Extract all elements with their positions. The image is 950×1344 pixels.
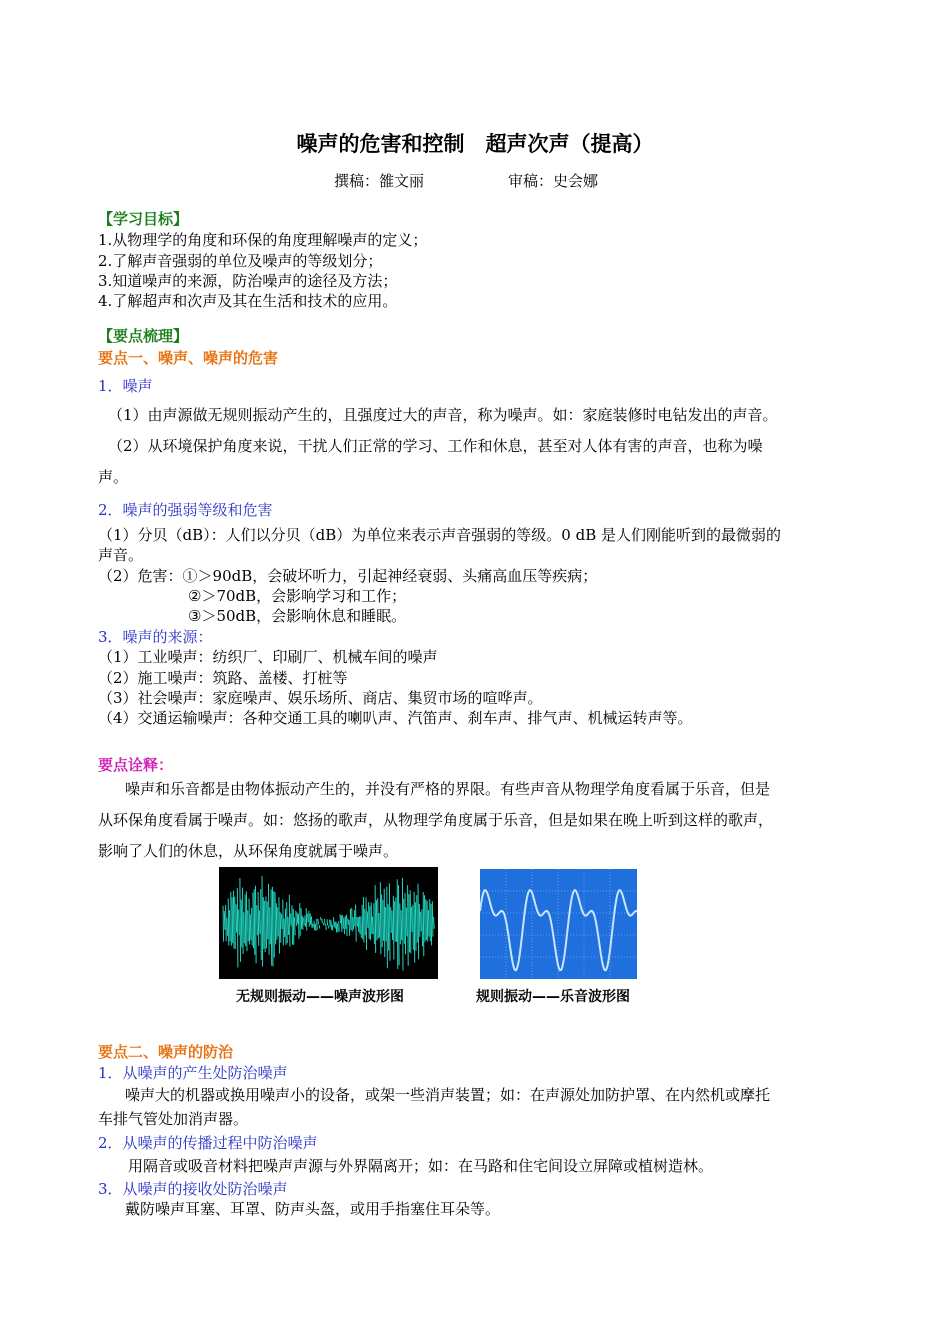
objective-item: 3.知道噪声的来源，防治噪声的途径及方法； (98, 272, 398, 290)
noise-stroke (422, 909, 423, 946)
noise-stroke (302, 916, 303, 930)
noise-stroke (224, 911, 225, 930)
point1-sub2-l4: ③＞50dB，会影响休息和睡眠。 (188, 607, 407, 625)
noise-stroke (252, 908, 253, 946)
page-title: 噪声的危害和控制 超声次声（提高） (296, 132, 654, 156)
noise-stroke (248, 910, 249, 941)
noise-stroke (275, 892, 276, 944)
noise-stroke (261, 889, 262, 960)
noise-stroke (245, 895, 246, 947)
noise-stroke (253, 893, 254, 949)
noise-stroke (379, 913, 380, 938)
noise-stroke (404, 899, 405, 944)
point1-sub1-title: 1．噪声 (98, 377, 153, 395)
point1-sub1-p1: （1）由声源做无规则振动产生的，且强度过大的声音，称为噪声。如：家庭装修时电钻发出的声音。 (108, 406, 778, 424)
noise-stroke (430, 899, 431, 941)
noise-stroke (311, 916, 312, 928)
noise-stroke (265, 901, 266, 952)
noise-stroke (304, 918, 305, 926)
point2-s2-title: 2．从噪声的传播过程中防治噪声 (98, 1134, 318, 1152)
noise-stroke (413, 905, 414, 950)
noise-stroke (352, 908, 353, 932)
noise-stroke (414, 892, 415, 963)
noise-stroke (409, 894, 410, 952)
noise-stroke (284, 919, 285, 937)
noise-stroke (373, 917, 374, 935)
noise-stroke (415, 902, 416, 951)
noise-stroke (395, 901, 396, 942)
noise-stroke (226, 905, 227, 941)
point2-s3-title: 3．从噪声的接收处防治噪声 (98, 1180, 288, 1198)
noise-stroke (336, 922, 337, 933)
noise-stroke (350, 909, 351, 931)
reviewer: 审稿：史会娜 (508, 172, 599, 190)
noise-stroke (337, 924, 338, 933)
noise-stroke (384, 889, 385, 957)
noise-stroke (431, 904, 432, 946)
noise-stroke (353, 917, 354, 929)
noise-stroke (360, 917, 361, 935)
point2-s1-a: 噪声大的机器或换用噪声小的设备，或架一些消声装置；如：在声源处加防护罩、在内然机或摩托 (125, 1086, 771, 1104)
noise-stroke (370, 906, 371, 940)
noise-stroke (243, 888, 244, 954)
noise-stroke (340, 914, 341, 923)
explain-line: 噪声和乐音都是由物体振动产生的，并没有严格的界限。有些声音从物理学角度看属于乐音，但是 (125, 780, 771, 798)
noise-stroke (348, 919, 349, 925)
noise-stroke (300, 903, 301, 936)
noise-stroke (249, 899, 250, 945)
noise-stroke (267, 902, 268, 940)
noise-stroke (244, 912, 245, 943)
noise-stroke (323, 923, 324, 925)
noise-stroke (426, 899, 427, 940)
noise-stroke (280, 912, 281, 943)
noise-stroke (322, 919, 323, 923)
noise-stroke (331, 920, 332, 929)
noise-stroke (282, 914, 283, 929)
noise-stroke (232, 897, 233, 943)
noise-stroke (233, 891, 234, 949)
noise-stroke (298, 914, 299, 939)
noise-stroke (365, 909, 366, 936)
point1-sub2-l1a: （1）分贝（dB）：人们以分贝（dB）为单位来表示声音强弱的等级。0 dB 是人们刚能听到的最微弱的 (98, 526, 782, 544)
noise-stroke (283, 900, 284, 946)
noise-stroke (310, 914, 311, 925)
noise-stroke (266, 897, 267, 949)
noise-stroke (270, 907, 271, 944)
noise-stroke (230, 910, 231, 941)
noise-stroke (378, 898, 379, 938)
noise-stroke (306, 908, 307, 930)
noise-stroke (347, 915, 348, 937)
objective-item: 4.了解超声和次声及其在生活和技术的应用。 (98, 292, 398, 310)
noise-stroke (318, 919, 319, 925)
noise-stroke (361, 916, 362, 938)
noise-stroke (410, 890, 411, 953)
noise-stroke (319, 925, 320, 928)
point2-heading: 要点二、噪声的防治 (98, 1043, 234, 1061)
noise-stroke (425, 895, 426, 942)
noise-stroke (375, 885, 376, 953)
noise-stroke (257, 905, 258, 935)
noise-stroke (241, 900, 242, 948)
noise-stroke (367, 911, 368, 928)
noise-stroke (356, 905, 357, 942)
noise-stroke (313, 924, 314, 928)
author: 撰稿：雒文丽 (334, 172, 425, 190)
noise-stroke (328, 926, 329, 929)
noise-stroke (332, 925, 333, 931)
noise-stroke (399, 885, 400, 965)
noise-stroke (369, 902, 370, 939)
noise-stroke (292, 905, 293, 945)
noise-stroke (278, 907, 279, 936)
noise-stroke (321, 917, 322, 920)
noise-stroke (421, 912, 422, 932)
noise-stroke (376, 900, 377, 940)
point2-s1-title: 1．从噪声的产生处防治噪声 (98, 1064, 288, 1082)
noise-source-item: （2）施工噪声：筑路、盖楼、打桩等 (98, 669, 348, 687)
point1-sub3-title: 3．噪声的来源： (98, 628, 213, 646)
noise-stroke (419, 904, 420, 937)
noise-stroke (295, 917, 296, 935)
noise-stroke (293, 909, 294, 945)
noise-stroke (408, 885, 409, 966)
noise-stroke (389, 883, 390, 960)
noise-source-item: （1）工业噪声：纺织厂、印刷厂、机械车间的噪声 (98, 648, 438, 666)
noise-stroke (272, 887, 273, 967)
noise-stroke (382, 894, 383, 947)
noise-stroke (262, 876, 263, 967)
point1-sub2-title: 2．噪声的强弱等级和危害 (98, 501, 273, 519)
noise-stroke (296, 911, 297, 926)
noise-stroke (335, 922, 336, 929)
noise-stroke (383, 900, 384, 941)
noise-stroke (287, 902, 288, 943)
noise-stroke (317, 919, 318, 930)
point1-sub2-l3: ②＞70dB，会影响学习和工作； (188, 587, 407, 605)
noise-stroke (239, 910, 240, 936)
noise-stroke (326, 924, 327, 930)
noise-stroke (269, 884, 270, 955)
noise-stroke (405, 893, 406, 955)
noise-stroke (305, 915, 306, 926)
noise-stroke (402, 878, 403, 971)
noise-stroke (374, 903, 375, 944)
point2-s2-a: 用隔音或吸音材料把噪声声源与外界隔离开；如：在马路和住宅间设立屏障或植树造林。 (128, 1157, 714, 1175)
noise-stroke (345, 916, 346, 929)
noise-stroke (308, 914, 309, 922)
noise-stroke (432, 901, 433, 936)
noise-stroke (254, 889, 255, 955)
noise-stroke (397, 879, 398, 969)
music-waveform-image (480, 869, 637, 979)
objectives-heading: 【学习目标】 (98, 210, 189, 228)
noise-stroke (357, 917, 358, 927)
noise-stroke (250, 914, 251, 940)
noise-stroke (354, 910, 355, 926)
outline-heading: 【要点梳理】 (98, 327, 189, 345)
byline (334, 170, 598, 191)
noise-stroke (256, 886, 257, 964)
noise-stroke (363, 897, 364, 943)
noise-stroke (371, 903, 372, 935)
point1-sub1-p2b: 声。 (98, 468, 129, 486)
noise-stroke (285, 909, 286, 945)
noise-stroke (412, 907, 413, 932)
noise-stroke (309, 911, 310, 927)
noise-stroke (406, 908, 407, 937)
noise-stroke (392, 911, 393, 941)
noise-stroke (271, 890, 272, 966)
point1-sub1-p2a: （2）从环境保护角度来说，干扰人们正常的学习、工作和休息，甚至对人体有害的声音，也称为噪 (108, 437, 763, 455)
objective-item: 1.从物理学的角度和环保的角度理解噪声的定义； (98, 231, 428, 249)
noise-stroke (288, 917, 289, 935)
noise-stroke (428, 910, 429, 937)
point1-sub2-l2: （2）危害：①＞90dB，会破坏听力，引起神经衰弱、头痛高血压等疾病； (98, 567, 598, 585)
noise-stroke (314, 921, 315, 930)
noise-stroke (343, 915, 344, 929)
point2-s1-b: 车排气管处加消声器。 (98, 1110, 249, 1128)
noise-stroke (387, 887, 388, 968)
noise-stroke (391, 907, 392, 933)
noise-stroke (339, 921, 340, 931)
point2-s3-a: 戴防噪声耳塞、耳罩、防声头盔，或用手指塞住耳朵等。 (125, 1200, 501, 1218)
noise-stroke (315, 924, 316, 931)
noise-stroke (341, 915, 342, 932)
noise-stroke (393, 896, 394, 960)
noise-stroke (235, 897, 236, 949)
music-waveform-caption: 规则振动——乐音波形图 (476, 989, 630, 1005)
noise-stroke (334, 917, 335, 927)
noise-stroke (237, 888, 238, 968)
noise-stroke (259, 910, 260, 933)
noise-stroke (274, 891, 275, 957)
noise-stroke (263, 897, 264, 949)
noise-stroke (423, 892, 424, 956)
noise-stroke (330, 919, 331, 926)
noise-stroke (434, 917, 435, 929)
noise-stroke (227, 918, 228, 936)
noise-stroke (231, 892, 232, 946)
noise-stroke (291, 913, 292, 925)
point1-sub2-l1b: 声音。 (98, 546, 144, 564)
noise-stroke (349, 920, 350, 936)
noise-stroke (276, 903, 277, 940)
objective-item: 2.了解声音强弱的单位及噪声的等级划分； (98, 252, 383, 270)
noise-stroke (400, 903, 401, 944)
noise-stroke (228, 899, 229, 946)
noise-source-item: （3）社会噪声：家庭噪声、娱乐场所、商店、集贸市场的喧哗声。 (98, 689, 543, 707)
noise-stroke (289, 895, 290, 947)
noise-stroke (418, 884, 419, 960)
noise-stroke (401, 910, 402, 940)
noise-stroke (417, 895, 418, 942)
noise-stroke (344, 918, 345, 934)
noise-stroke (223, 906, 224, 942)
noise-stroke (427, 901, 428, 942)
noise-stroke (236, 904, 237, 932)
point1-heading: 要点一、噪声、噪声的危害 (98, 349, 279, 367)
noise-stroke (297, 913, 298, 924)
noise-stroke (279, 897, 280, 953)
noise-stroke (258, 892, 259, 946)
noise-waveform-caption: 无规则振动——噪声波形图 (236, 989, 404, 1005)
explain-heading: 要点诠释： (98, 756, 174, 774)
explain-line: 从环保角度看属于噪声。如：悠扬的歌声，从物理学角度属于乐音，但是如果在晚上听到这样的歌声， (98, 811, 774, 829)
noise-stroke (324, 919, 325, 925)
noise-stroke (240, 878, 241, 962)
noise-stroke (246, 892, 247, 952)
noise-stroke (388, 904, 389, 950)
noise-stroke (396, 898, 397, 942)
noise-stroke (362, 905, 363, 939)
noise-source-item: （4）交通运输噪声：各种交通工具的喇叭声、汽笛声、刹车声、排气声、机械运转声等。 (98, 709, 693, 727)
noise-stroke (327, 919, 328, 925)
noise-stroke (380, 882, 381, 954)
noise-stroke (301, 908, 302, 929)
noise-stroke (386, 907, 387, 941)
noise-stroke (358, 917, 359, 932)
noise-waveform-image (219, 867, 438, 979)
noise-stroke (366, 897, 367, 950)
explain-line: 影响了人们的休息，从环保角度就属于噪声。 (98, 842, 399, 860)
